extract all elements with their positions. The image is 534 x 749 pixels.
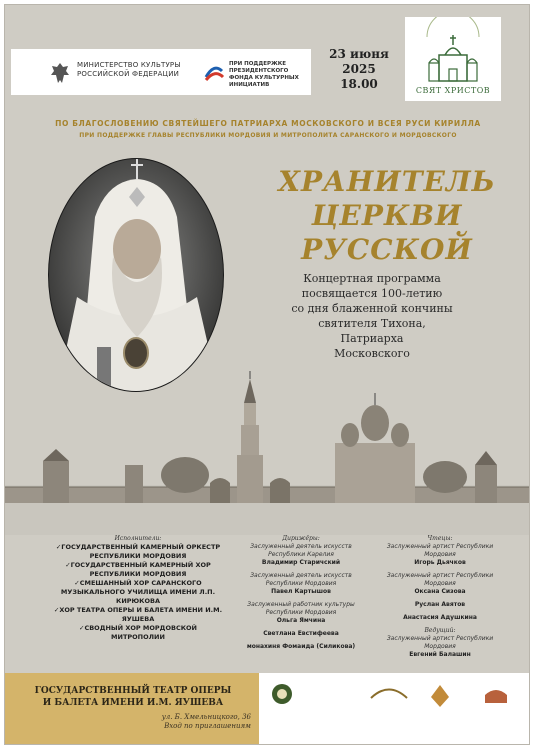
desc-line: со дня блаженной кончины xyxy=(291,302,453,315)
list-item: ✓ГОСУДАРСТВЕННЫЙ КАМЕРНЫЙ ОРКЕСТР РЕСПУБЛИКИ МОРДОВИЯ xyxy=(55,543,221,560)
concert-poster xyxy=(4,4,530,745)
venue-name-line: ГОСУДАРСТВЕННЫЙ ТЕАТР ОПЕРЫ xyxy=(34,686,232,696)
church-caption: СВЯТ ХРИСТОВ xyxy=(415,86,491,95)
conductors-heading: Дирижёры: xyxy=(282,535,320,542)
desc-line: посвящается 100-летию xyxy=(301,287,443,300)
reader-name: Игорь Дьячков xyxy=(414,559,466,566)
desc-line: Московского xyxy=(334,347,410,360)
partner-logos xyxy=(259,673,530,745)
conductor-name: монахиня Фомаида (Силикова) xyxy=(246,643,356,650)
concert-title xyxy=(269,165,505,267)
church-logo xyxy=(405,17,501,101)
desc-line: святителя Тихона, xyxy=(318,317,426,330)
partner-church-icon xyxy=(481,683,511,707)
title-line-1: ХРАНИТЕЛЬ xyxy=(278,165,496,198)
conductor-name: Владимир Старичский xyxy=(261,559,341,566)
support-line: ПРИ ПОДДЕРЖКЕ ГЛАВЫ РЕСПУБЛИКИ МОРДОВИЯ И МИТРОПОЛИТА САРАНСКОГО И МОРДОВСКОГО xyxy=(79,132,457,139)
performers-heading: Исполнители: xyxy=(114,535,162,542)
reader-name: Руслан Авятов xyxy=(414,601,466,608)
reader-name: Оксана Сизова xyxy=(414,588,466,595)
ministry-name: МИНИСТЕРСТВО КУЛЬТУРЫ РОССИЙСКОЙ ФЕДЕРАЦИИ xyxy=(77,61,181,78)
poster-header xyxy=(5,5,530,105)
entry-note: Вход по приглашениям xyxy=(164,722,251,730)
desc-line: Патриарха xyxy=(340,332,404,345)
conductor-role: Заслуженный деятель искусств Республики Мордовия xyxy=(250,572,352,587)
reader-name: Анастасия Адушкина xyxy=(403,614,477,621)
list-item: ✓СВОДНЫЙ ХОР МОРДОВСКОЙ МИТРОПОЛИИ xyxy=(78,624,197,641)
address-line: ул. Б. Хмельницкого, 36 xyxy=(161,713,251,721)
reader-role: Заслуженный артист Республики Мордовия xyxy=(386,572,494,587)
blessing-line: ПО БЛАГОСЛОВЕНИЮ СВЯТЕЙШЕГО ПАТРИАРХА МОСКОВСКОГО И ВСЕЯ РУСИ КИРИЛЛА xyxy=(55,119,481,128)
conductor-name: Ольга Ямчина xyxy=(276,617,326,624)
conductor-role: Заслуженный деятель искусств Республики Карелия xyxy=(250,543,352,558)
patriarch-portrait xyxy=(47,157,225,393)
list-item: ✓СМЕШАННЫЙ ХОР САРАНСКОГО МУЗЫКАЛЬНОГО УЧИЛИЩА ИМЕНИ Л.П. КИРЮКОВА xyxy=(60,579,216,605)
list-item: ✓ГОСУДАРСТВЕННЫЙ КАМЕРНЫЙ ХОР РЕСПУБЛИКИ МОРДОВИЯ xyxy=(65,561,211,578)
sponsor-logos-bar xyxy=(11,49,311,95)
event-day: 23 июня xyxy=(329,47,389,61)
venue-address xyxy=(15,713,251,731)
grant-fund-name: ПРИ ПОДДЕРЖКЕ ПРЕЗИДЕНТСКОГО ФОНДА КУЛЬТУРНЫХ ИНИЦИАТИВ xyxy=(229,61,299,88)
partner-logo-icon xyxy=(369,683,409,703)
venue-name xyxy=(15,685,251,709)
list-item: ✓ХОР ТЕАТРА ОПЕРЫ И БАЛЕТА ИМЕНИ И.М. ЯУШЕВА xyxy=(53,606,223,623)
grant-fund-logo-icon xyxy=(203,61,225,83)
conductor-name: Павел Картышов xyxy=(271,588,331,595)
event-date xyxy=(319,47,399,92)
host-heading: Ведущий: xyxy=(424,627,456,634)
event-year: 2025 xyxy=(342,62,376,76)
conductors-list xyxy=(233,535,369,651)
conductor-role: Заслуженный работник культуры Республики Мордовия xyxy=(247,601,355,616)
conductor-name: Светлана Евстифеева xyxy=(263,630,339,637)
title-line-2: ЦЕРКВИ РУССКОЙ xyxy=(301,199,473,266)
performers-list xyxy=(53,535,223,642)
reader-role: Заслуженный артист Республики Мордовия xyxy=(386,543,494,558)
venue-block xyxy=(5,673,259,745)
desc-line: Концертная программа xyxy=(303,272,441,285)
partner-logo-icon xyxy=(429,683,451,709)
readers-heading: Чтецы: xyxy=(427,535,453,542)
venue-name-line: И БАЛЕТА ИМЕНИ И.М. ЯУШЕВА xyxy=(42,698,224,708)
event-time: 18.00 xyxy=(340,77,378,91)
host-name: Евгений Балашин xyxy=(409,651,471,658)
partner-emblem-icon xyxy=(271,683,293,705)
readers-list xyxy=(375,535,505,659)
monastery-illustration xyxy=(5,365,530,535)
program-description xyxy=(259,271,485,361)
host-role: Заслуженный артист Республики Мордовия xyxy=(386,635,494,650)
ministry-emblem-icon xyxy=(49,61,71,85)
